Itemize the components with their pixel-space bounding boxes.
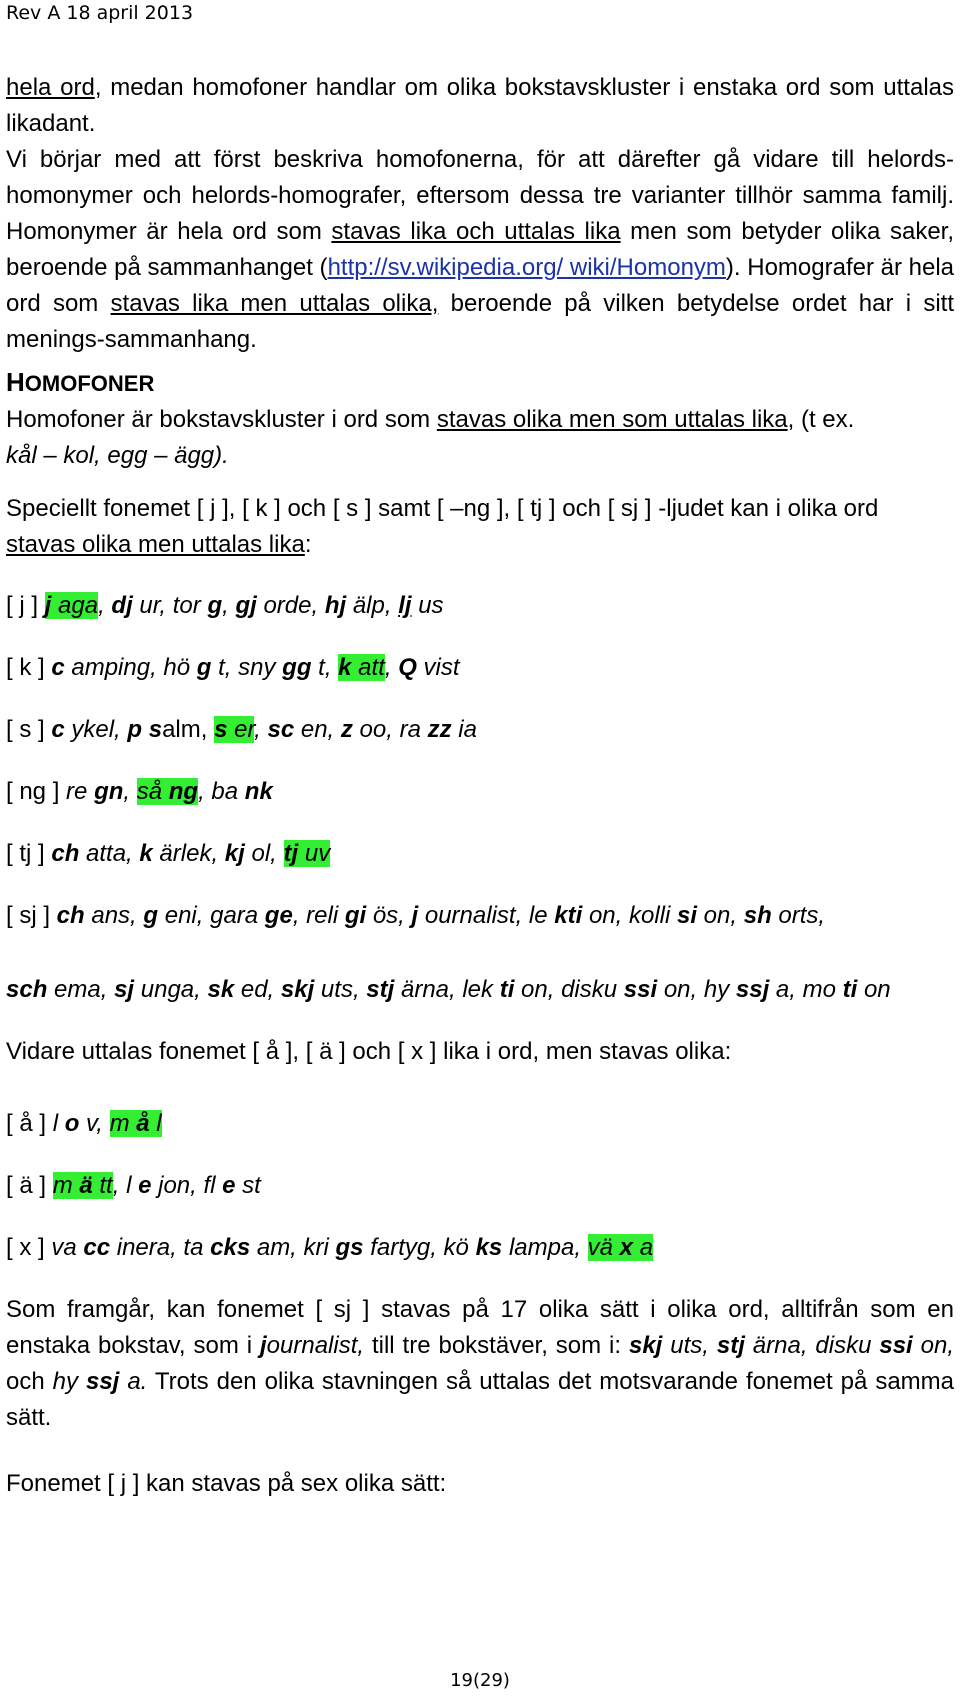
text-run: Homofoner är bokstavskluster i ord som xyxy=(6,406,437,433)
example-line-tj: [ tj ] ch atta, k ärlek, kj ol, tj uv xyxy=(6,840,331,867)
paragraph-phonemes xyxy=(6,491,954,563)
paragraph-intro xyxy=(6,70,954,142)
phoneme-label: [ ä ] xyxy=(6,1172,53,1199)
text-run: : xyxy=(304,531,312,558)
wikipedia-link[interactable]: http://sv.wikipedia.org/ wiki/Homonym xyxy=(327,254,726,281)
paragraph-summary: Som framgår, kan fonemet [ sj ] stavas på 17 olika sätt i olika ord, alltifrån som en enstaka bokstav, som i journalist, till tre bokstäver, som i: skj uts, stj ärna, disku ssi on, och hy ssj a. Trots den olika stavningen så uttalas det motsvarande fonemet på samma sätt. xyxy=(6,1296,955,1431)
example-line-ng: [ ng ] re gn, så ng, ba nk xyxy=(6,778,273,805)
phoneme-label: [ x ] xyxy=(6,1234,52,1261)
example-line-s: [ s ] c ykel, p salm, s er, sc en, z oo, ra zz ia xyxy=(6,716,477,743)
paragraph-homonyms xyxy=(6,142,954,358)
highlighted-example: k att xyxy=(338,654,385,681)
highlighted-example: tj uv xyxy=(283,840,331,867)
paragraph-j-spellings: Fonemet [ j ] kan stavas på sex olika sätt: xyxy=(6,1470,447,1497)
text-run: , medan homofoner handlar om olika bokstavskluster i enstaka ord som uttalas likadant. xyxy=(6,74,954,137)
underlined-phrase: stavas lika men uttalas olika, xyxy=(110,290,439,317)
highlighted-example: m ä tt xyxy=(52,1172,113,1199)
example-line-x: [ x ] va cc inera, ta cks am, kri gs fartyg, kö ks lampa, vä x a xyxy=(6,1234,654,1261)
example-line-sj: [ sj ] ch ans, g eni, gara ge, reli gi ös, j ournalist, le kti on, kolli si on, sh orts, xyxy=(6,902,826,929)
text-run: Vi börjar med att först beskriva homofonerna, för att därefter gå vidare till helords-homonymer och helords-homografer, eftersom dessa tre varianter tillhör samma familj. Homonymer är hela ord som xyxy=(6,146,954,245)
phoneme-label: [ tj ] xyxy=(6,840,52,867)
example-line-j: [ j ] j aga, dj ur, tor g, gj orde, hj älp, lj us xyxy=(6,592,444,619)
text-run: ). Homografer är hela ord som xyxy=(6,254,955,317)
highlighted-example: så ng xyxy=(136,778,199,805)
italic-example: kål – kol, egg – ägg). xyxy=(6,442,229,469)
text-run: men som betyder olika saker, beroende på sammanhanget ( xyxy=(6,218,955,281)
underlined-phrase: stavas olika men som uttalas lika xyxy=(436,406,788,433)
document-body xyxy=(6,70,954,1502)
page-number: 19(29) xyxy=(450,1670,510,1691)
underlined-phrase: stavas lika och uttalas lika xyxy=(331,218,621,245)
example-line-k: [ k ] c amping, hö g t, sny gg t, k att, Q vist xyxy=(6,654,460,681)
revision-header: Rev A 18 april 2013 xyxy=(6,2,194,24)
phoneme-label: [ sj ] xyxy=(6,902,57,929)
example-line-a-umlaut: [ ä ] m ä tt, l e jon, fl e st xyxy=(6,1172,261,1199)
phoneme-label: [ s ] xyxy=(6,716,52,743)
text-run: Speciellt fonemet [ j ], [ k ] och [ s ] samt [ –ng ], [ tj ] och [ sj ] -ljudet kan i olika ord xyxy=(6,495,879,522)
phoneme-label: [ j ] xyxy=(6,592,45,619)
underlined-phrase: stavas olika men uttalas lika xyxy=(6,531,305,558)
text-run: , (t ex. xyxy=(787,406,855,433)
highlighted-example: vä x a xyxy=(587,1234,654,1261)
heading-initial: H xyxy=(6,367,25,397)
phoneme-label: [ ng ] xyxy=(6,778,67,805)
phoneme-label: [ å ] xyxy=(6,1110,53,1137)
highlighted-example: j aga xyxy=(44,592,99,619)
highlighted-example: m å l xyxy=(109,1110,162,1137)
phoneme-label: [ k ] xyxy=(6,654,52,681)
paragraph-homophones xyxy=(6,402,954,474)
text-run: beroende på vilken betydelse ordet har i sitt menings-sammanhang. xyxy=(6,290,954,353)
example-line-sj-continued: sch ema, sj unga, sk ed, skj uts, stj ärna, lek ti on, disku ssi on, hy ssj a, mo ti on xyxy=(6,976,891,1003)
highlighted-example: s er xyxy=(214,716,255,743)
underlined-phrase: hela ord xyxy=(6,74,95,101)
section-heading xyxy=(6,364,954,402)
example-line-a-ring: [ å ] l o v, m å l xyxy=(6,1110,162,1137)
heading-rest: OMOFONER xyxy=(24,371,155,396)
paragraph-other-phonemes: Vidare uttalas fonemet [ å ], [ ä ] och [ x ] lika i ord, men stavas olika: xyxy=(6,1038,732,1065)
